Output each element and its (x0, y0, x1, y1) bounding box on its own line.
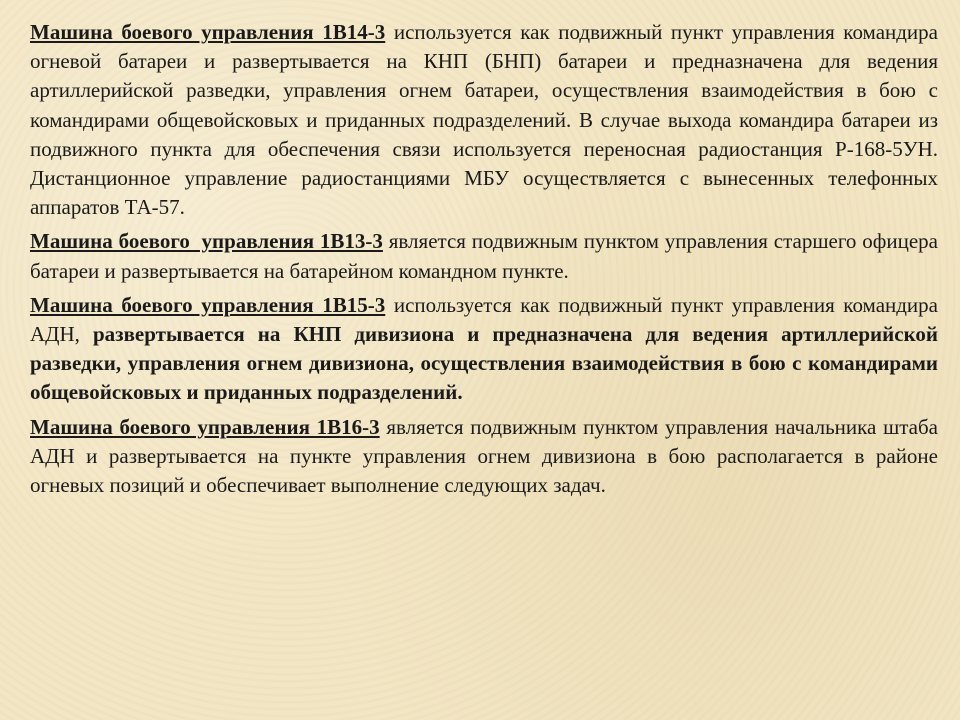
paragraph-1v15-3 (30, 291, 944, 408)
paragraph-text: используется как подвижный пункт управления командира АДН, (30, 292, 944, 347)
vehicle-title-1v16-3: Машина боевого управления 1В16-3 (30, 414, 380, 439)
paragraph-bold-text: развертывается на КНП дивизиона и предназначена для ведения артиллерийской разведки, управления огнем дивизиона, осуществления взаимодействия в бою с командирами общевойсковых и приданных подразделений. (30, 322, 944, 405)
slide-body (30, 18, 944, 505)
vehicle-title-1v14-3: Машина боевого управления 1В14-3 (30, 20, 386, 44)
paragraph-1v14-3 (30, 18, 944, 222)
paragraph-text: является подвижным пунктом управления начальника штаба АДН и развертывается на пункте управления огнем дивизиона в бою располагается в районе огневых позиций и обеспечивает выполнение следующих задач. (30, 414, 944, 498)
paragraph-1v16-3 (30, 413, 944, 501)
vehicle-title-1v15-3: Машина боевого управления 1В15-3 (30, 292, 386, 317)
paragraph-1v13-3 (30, 227, 944, 285)
paragraph-text: является подвижным пунктом управления старшего офицера батареи и развертывается на батарейном командном пункте. (30, 229, 944, 283)
vehicle-title-1v13-3: Машина боевого управления 1В13-3 (30, 229, 383, 254)
paragraph-text: используется как подвижный пункт управления командира огневой батареи и развертывается на КНП (БНП) батареи и предназначена для ведения артиллерийской разведки, управления огнем батареи, осуществления взаимодействия в бою с командирами общевойсковых и приданных подразделений. В случае выхода командира батареи из подвижного пункта для обеспечения связи используется переносная радиостанция Р-168-5УН. Дистанционное управление радиостанциями МБУ осуществляется с вынесенных телефонных аппаратов ТА-57. (30, 20, 944, 220)
